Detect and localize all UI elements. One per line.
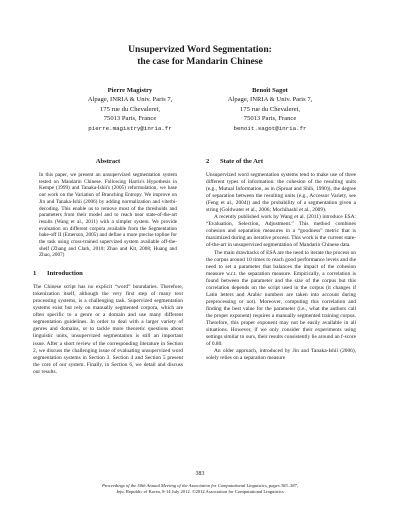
author-affiliation: Alpage, INRIA & Univ. Paris 7,: [227, 96, 313, 104]
paragraph: An older approach, introduced by Jin and Tanaka-Ishii (2006), solely relies on a separation measure: [206, 348, 356, 362]
paragraph: The main drawbacks of ESA are the need to iterate the process on the corpus around 10 times to reach good performance levels and the need to set a parameter that balances the impact of the cohesion measure w.r.t. the separation measure. Empirically, a correlation is found between the parameter and the size of the corpus but this correlation depends on the script used in the corpus (it changes if Latin letters and Arabic numbers are taken into account during preprocessing or not). Moreover, computing this correlation and finding the best value for the parameter (i.e., what the authors call the proper exponent) requires a manually segmented training corpus. Therefore, this proper exponent may not be easily available in all situations. However, if we only consider their experiments using settings similar to ours, their results consistently lie around an f-score of 0.80.: [206, 249, 356, 348]
abstract-text: In this paper, we present an unsupervized segmentation system tested on Mandarin Chinese. Following Harris's Hypothesis in Kempe (1999) and Tanaka-Ishii's (2005) reformulation, we base our work on the Variation of Branching Entropy. We improve on Jin and Tanaka-Ishii (2006) by adding normalization and viterbi-decoding. This enable us to remove most of the thresholds and parameters from their model and to reach near state-of-the-art results (Wang et al., 2011) with a simpler system. We provide evaluation on different corpora available from the Segmentation bake-off II (Emerson, 2005) and define a more precise topline for the task using cross-trained supervized system available off-the-shelf (Zhang and Clark, 2010; Zhao and Kit, 2008; Huang and Zhao, 2007): [39, 172, 177, 259]
section-number: 1: [33, 270, 37, 278]
author-street: 175 rue du Chevaleret,: [239, 105, 301, 113]
title-line-1: Unsupervized Word Segmentation:: [128, 44, 272, 55]
right-column: [206, 158, 356, 362]
page-number: 383: [195, 471, 205, 477]
section-title: State of the Art: [220, 158, 264, 165]
section-number: 2: [206, 158, 210, 165]
introduction-text: The Chinese script has no explicit “word” boundaries. Therefore, tokenization itself, although the very first step of many text processing systems, is a challenging task. Supervized segmentation systems exist but rely on manually segmented corpora, which are often specific to a genre or a domain and use many different segmentation guidelines. In order to deal with a larger variety of genres and domains, or to tackle more theoretic questions about linguistic units, unsupervized segmentation is still an important issue. After a short review of the corresponding literature in Section 2, we discuss the challenging issue of evaluating unsupervized word segmentation systems in Section 3. Section 4 and Section 5 present the core of our system. Finally, in Section 6, we detail and discuss our results.: [33, 284, 183, 375]
title-line-2: the case for Mandarin Chinese: [137, 56, 263, 67]
author-street: 175 rue du Chevaleret,: [99, 105, 161, 113]
author-email[interactable]: pierre.magistry@inria.fr: [88, 124, 172, 132]
footer-line-2: Jeju, Republic of Korea, 8-14 July 2012. ©2012 Association for Computational Linguistics: [116, 489, 284, 494]
paper-title: [0, 44, 400, 68]
author-city: 75013 Paris, France: [243, 115, 297, 123]
author-name: Pierre Magistry: [107, 87, 153, 94]
author-city: 75013 Paris, France: [103, 115, 157, 123]
abstract-heading: Abstract: [95, 158, 121, 165]
paragraph: Unsupervized word segmentation systems tend to make use of three different types of information: the cohesion of the resulting units (e.g., Mutual Information, as in (Sproat and Shih, 1990)), the degree of separation between the resulting units (e.g., Accessor Variety, see (Feng et al., 2004)) and the probability of a segmentation given a string (Goldwater et al., 2006; Mochihashi et al., 2009).: [206, 172, 356, 214]
section-title: Introduction: [47, 270, 83, 278]
proceedings-footer: [0, 483, 400, 495]
author-affiliation: Alpage, INRIA & Univ. Paris 7,: [87, 96, 173, 104]
author-block-1: [55, 86, 205, 133]
author-block-2: [195, 86, 345, 133]
author-email[interactable]: benoit.sagot@inria.fr: [233, 124, 307, 132]
section-heading-state-of-art: [206, 158, 356, 166]
paragraph: A recently published work by Wang et al. (2011) introduce ESA: “Evaluation, Selection, Adjustment.” This method combines cohesion and separation measures in a “goodness” metric that is maximized during an iterative process. This work is the current state-of-the-art in unsupervized segmentation of Mandarin Chinese data.: [206, 214, 356, 249]
footer-line-1: Proceedings of the 50th Annual Meeting of the Association for Computational Linguistics, pages 383–387,: [101, 483, 299, 488]
left-column: [33, 158, 183, 376]
author-name: Benoît Sagot: [252, 87, 288, 94]
section-heading-introduction: [33, 270, 183, 278]
